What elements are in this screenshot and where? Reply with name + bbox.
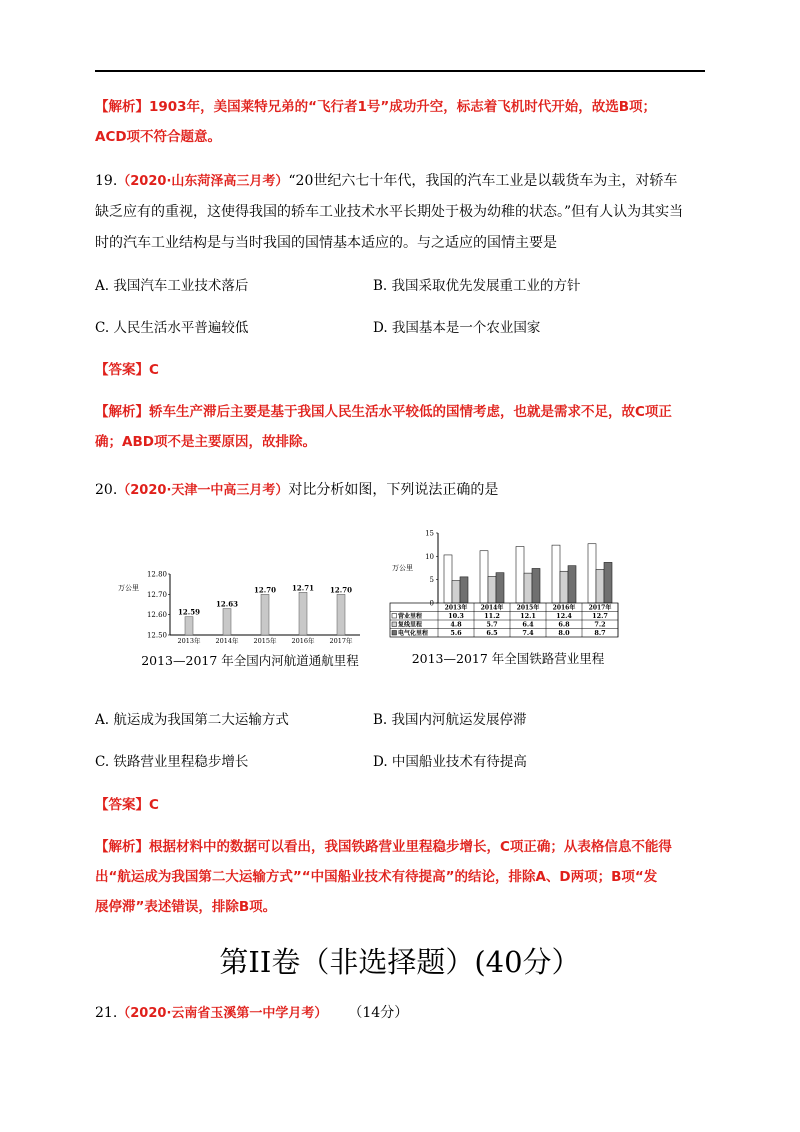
q20-option-d: D. 中国船业技术有待提高 [373, 754, 527, 770]
chart2-table-value: 8.0 [558, 629, 570, 637]
chart2-table-value: 12.7 [592, 612, 608, 620]
chart1-data-label: 12.70 [330, 585, 352, 595]
q18-analysis: 【解析】1903年，美国莱特兄弟的“飞行者1号”成功升空，标志着飞机时代开始，故选B项； ACD项不符合题意。 [95, 99, 657, 145]
chart2-table-value: 6.5 [486, 629, 498, 637]
chart2-xtick: 2014年 [480, 604, 504, 612]
chart2-bar [588, 544, 596, 603]
chart1-bar [299, 592, 307, 635]
q20-option-c: C. 铁路营业里程稳步增长 [95, 754, 249, 770]
chart1-ytick: 12.50 [146, 631, 167, 640]
chart1-data-label: 12.70 [254, 585, 276, 595]
chart2-bar [524, 573, 532, 603]
q20-stem: 20.（2020·天津一中高三月考）对比分析如图，下列说法正确的是 [95, 482, 499, 498]
chart2-ytick: 10 [425, 552, 434, 561]
q20-option-b: B. 我国内河航运发展停滞 [373, 712, 527, 728]
chart1-xtick: 2014年 [215, 637, 239, 645]
chart1-ylabel: 万公里 [118, 584, 139, 592]
chart1-bar [223, 609, 231, 635]
chart1-ytick: 12.70 [146, 590, 167, 599]
q21-source: （2020·云南省玉溪第一中学月考） [117, 1006, 328, 1021]
chart2-xtick: 2016年 [552, 604, 576, 612]
chart2-table-value: 5.6 [450, 629, 462, 637]
chart2-ytick: 15 [425, 529, 434, 538]
chart1-bar [261, 594, 269, 635]
chart2-bar [604, 562, 612, 603]
chart2-legend-swatch [392, 614, 397, 619]
chart2-table-value: 12.1 [520, 612, 536, 620]
header-rule [95, 70, 705, 72]
chart1-xtick: 2017年 [329, 637, 353, 645]
q21-stem: 21.（2020·云南省玉溪第一中学月考） （14分） [95, 1005, 409, 1021]
chart1-bar [337, 594, 345, 635]
chart2-bar [452, 581, 460, 603]
chart2-title: 2013—2017 年全国铁路营业里程 [411, 651, 605, 666]
q19-analysis: 【解析】轿车生产滞后主要是基于我国人民生活水平较低的国情考虑，也就是需求不足，故C项正 确；ABD项不是主要原因，故排除。 [95, 404, 672, 450]
chart2-legend-label: 复线里程 [398, 621, 423, 629]
q19-option-c: C. 人民生活水平普遍较低 [95, 320, 249, 336]
chart2-table-value: 10.3 [448, 612, 464, 620]
chart2-ylabel: 万公里 [392, 564, 413, 572]
chart1-data-label: 12.71 [292, 583, 314, 593]
q19-answer: 【答案】C [95, 362, 159, 378]
chart2-bar [480, 551, 488, 603]
chart1-xtick: 2013年 [177, 637, 201, 645]
q20-answer: 【答案】C [95, 797, 159, 813]
chart2-bar [560, 571, 568, 603]
chart2-bar [496, 573, 504, 603]
chart2-table-value: 4.8 [450, 620, 462, 629]
chart2-table-value: 7.2 [594, 620, 606, 629]
chart2-bar [488, 576, 496, 603]
chart2-legend-label: 电气化里程 [398, 630, 429, 637]
chart2-xtick: 2013年 [444, 604, 468, 612]
q20-option-a: A. 航运成为我国第二大运输方式 [95, 712, 289, 728]
chart-railway [388, 525, 628, 670]
chart2-table-value: 8.7 [594, 629, 606, 637]
chart2-bar [516, 547, 524, 603]
chart1-xtick: 2015年 [253, 637, 277, 645]
chart1-xtick: 2016年 [291, 637, 315, 645]
q20-analysis: 【解析】根据材料中的数据可以看出，我国铁路营业里程稳步增长，C项正确；从表格信息不能得 出“航运成为我国第二大运输方式”“中国船业技术有待提高”的结论，排除A、D两项；B项“发 展停滞”表述错误，排除B项。 [95, 839, 672, 915]
chart2-table-value: 12.4 [556, 612, 572, 620]
q19-option-d: D. 我国基本是一个农业国家 [373, 320, 541, 336]
chart1-data-label: 12.59 [178, 607, 200, 617]
chart2-table-value: 7.4 [522, 629, 534, 637]
chart2-table-value: 6.8 [558, 620, 570, 629]
chart2-xtick: 2017年 [588, 604, 612, 612]
q20-source: （2020·天津一中高三月考） [117, 483, 289, 498]
q19-stem: 19.（2020·山东菏泽高三月考）“20世纪六七十年代，我国的汽车工业是以载货车为主，对轿车 缺乏应有的重视，这使得我国的轿车工业技术水平长期处于极为幼稚的状态。”但有人认为其实当 时的汽车工业结构是与当时我国的国情基本适应的。与之适应的国情主要是 [95, 173, 684, 251]
chart2-bar [460, 577, 468, 603]
chart2-bar [568, 566, 576, 603]
chart2-bar [532, 568, 540, 603]
chart2-table-value: 6.4 [522, 620, 534, 629]
chart1-ytick: 12.60 [146, 611, 167, 620]
chart2-table-value: 11.2 [484, 612, 500, 620]
chart2-legend-label: 营业里程 [398, 613, 423, 620]
q19-option-a: A. 我国汽车工业技术落后 [95, 278, 249, 294]
chart2-table-value: 5.7 [486, 620, 498, 629]
chart2-bar [444, 555, 452, 603]
chart2-bar [596, 569, 604, 603]
chart2-xtick: 2015年 [516, 604, 540, 612]
q19-option-b: B. 我国采取优先发展重工业的方针 [373, 278, 581, 294]
chart-waterway [110, 560, 370, 675]
chart2-legend-swatch [392, 622, 397, 627]
chart2-legend-swatch [392, 631, 397, 636]
q19-source: （2020·山东菏泽高三月考） [117, 174, 289, 189]
chart2-ytick: 5 [429, 576, 434, 585]
chart1-ytick: 12.80 [146, 570, 167, 579]
chart2-ytick: 0 [429, 599, 434, 608]
chart2-bar [552, 545, 560, 603]
chart1-bar [185, 617, 193, 635]
section-title: 第II卷（非选择题）(40分） [219, 945, 581, 979]
chart1-title: 2013—2017 年全国内河航道通航里程 [141, 653, 359, 668]
chart1-data-label: 12.63 [216, 599, 238, 609]
